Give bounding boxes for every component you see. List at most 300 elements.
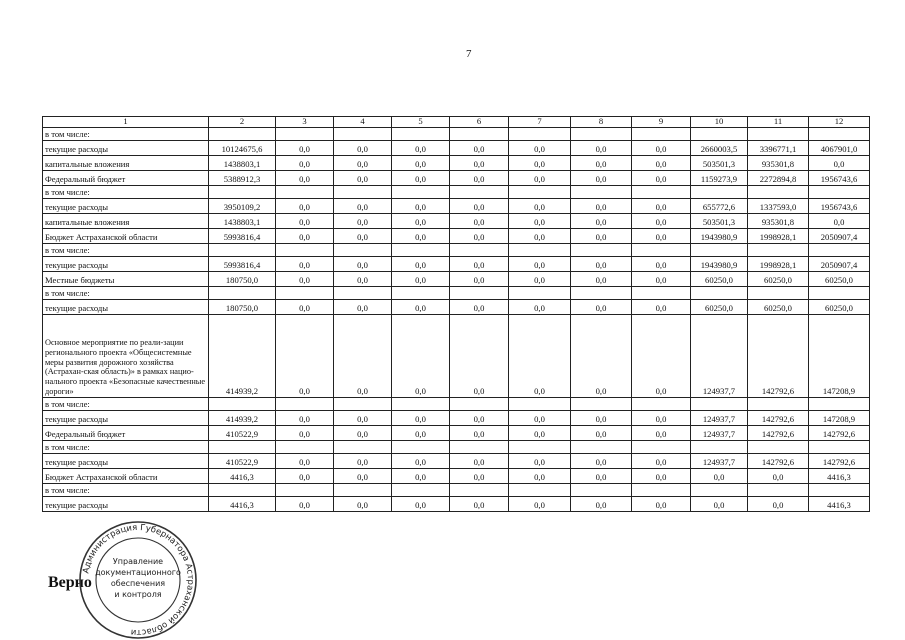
row-label: в том числе: <box>43 286 209 299</box>
cell-value: 0,0 <box>509 299 571 314</box>
cell-value: 0,0 <box>392 299 450 314</box>
cell-value: 0,0 <box>509 453 571 468</box>
cell-value: 0,0 <box>571 228 632 243</box>
row-label: Федеральный бюджет <box>43 170 209 185</box>
cell-value <box>209 397 276 410</box>
cell-value <box>276 286 334 299</box>
cell-value: 0,0 <box>276 410 334 425</box>
cell-value: 0,0 <box>632 155 691 170</box>
cell-value: 0,0 <box>571 314 632 397</box>
cell-value: 0,0 <box>632 140 691 155</box>
cell-value <box>392 185 450 198</box>
cell-value <box>809 286 870 299</box>
cell-value <box>276 440 334 453</box>
cell-value: 1998928,1 <box>748 228 809 243</box>
cell-value: 1956743,6 <box>809 198 870 213</box>
official-stamp <box>78 520 198 640</box>
table-row <box>43 213 870 228</box>
row-label: текущие расходы <box>43 140 209 155</box>
cell-value <box>571 286 632 299</box>
cell-value: 0,0 <box>632 198 691 213</box>
row-label: в том числе: <box>43 483 209 496</box>
cell-value <box>748 483 809 496</box>
cell-value: 0,0 <box>392 140 450 155</box>
cell-value: 60250,0 <box>809 299 870 314</box>
stamp-line: обеспечения <box>110 579 166 588</box>
cell-value <box>748 440 809 453</box>
cell-value <box>691 185 748 198</box>
cell-value: 0,0 <box>632 213 691 228</box>
cell-value: 0,0 <box>450 228 509 243</box>
cell-value: 0,0 <box>509 170 571 185</box>
cell-value: 0,0 <box>509 271 571 286</box>
column-header: 2 <box>209 117 276 128</box>
cell-value: 0,0 <box>571 213 632 228</box>
cell-value <box>632 286 691 299</box>
cell-value: 142792,6 <box>748 453 809 468</box>
cell-value: 0,0 <box>809 213 870 228</box>
cell-value: 0,0 <box>632 228 691 243</box>
cell-value <box>632 440 691 453</box>
row-label: в том числе: <box>43 243 209 256</box>
cell-value <box>209 483 276 496</box>
cell-value <box>809 127 870 140</box>
cell-value <box>809 185 870 198</box>
cell-value: 5388912,3 <box>209 170 276 185</box>
cell-value: 0,0 <box>450 468 509 483</box>
cell-value: 1943980,9 <box>691 228 748 243</box>
cell-value: 180750,0 <box>209 299 276 314</box>
cell-value <box>571 440 632 453</box>
cell-value: 60250,0 <box>691 271 748 286</box>
cell-value <box>509 286 571 299</box>
row-label: текущие расходы <box>43 198 209 213</box>
row-label: капитальные вложения <box>43 213 209 228</box>
cell-value: 0,0 <box>450 453 509 468</box>
cell-value: 414939,2 <box>209 410 276 425</box>
cell-value <box>632 397 691 410</box>
cell-value: 0,0 <box>276 155 334 170</box>
budget-table <box>42 116 870 512</box>
cell-value: 0,0 <box>392 155 450 170</box>
cell-value <box>691 483 748 496</box>
cell-value <box>632 483 691 496</box>
row-label: текущие расходы <box>43 256 209 271</box>
cell-value: 0,0 <box>450 410 509 425</box>
cell-value: 2660003,5 <box>691 140 748 155</box>
cell-value: 60250,0 <box>748 299 809 314</box>
cell-value <box>509 185 571 198</box>
row-label: в том числе: <box>43 440 209 453</box>
table-row <box>43 483 870 496</box>
cell-value: 5993816,4 <box>209 228 276 243</box>
cell-value <box>748 286 809 299</box>
row-label: текущие расходы <box>43 410 209 425</box>
cell-value: 0,0 <box>571 425 632 440</box>
table-row <box>43 228 870 243</box>
cell-value <box>509 440 571 453</box>
cell-value <box>450 440 509 453</box>
cell-value: 935301,8 <box>748 155 809 170</box>
cell-value: 0,0 <box>632 271 691 286</box>
cell-value: 0,0 <box>334 468 392 483</box>
cell-value: 0,0 <box>509 468 571 483</box>
row-label: в том числе: <box>43 185 209 198</box>
cell-value: 0,0 <box>450 496 509 511</box>
cell-value <box>571 127 632 140</box>
cell-value <box>748 127 809 140</box>
cell-value: 124937,7 <box>691 453 748 468</box>
row-label: текущие расходы <box>43 496 209 511</box>
cell-value: 0,0 <box>392 228 450 243</box>
column-header: 7 <box>509 117 571 128</box>
cell-value <box>392 243 450 256</box>
table-row <box>43 243 870 256</box>
cell-value <box>334 483 392 496</box>
cell-value <box>748 185 809 198</box>
cell-value: 1337593,0 <box>748 198 809 213</box>
table-row <box>43 496 870 511</box>
cell-value: 147208,9 <box>809 314 870 397</box>
cell-value <box>809 483 870 496</box>
table-row <box>43 314 870 397</box>
column-header: 9 <box>632 117 691 128</box>
cell-value: 0,0 <box>334 271 392 286</box>
cell-value <box>209 286 276 299</box>
cell-value: 0,0 <box>748 468 809 483</box>
cell-value: 0,0 <box>334 140 392 155</box>
cell-value: 0,0 <box>276 453 334 468</box>
column-header: 12 <box>809 117 870 128</box>
cell-value: 1438803,1 <box>209 213 276 228</box>
stamp-line: и контроля <box>114 590 162 599</box>
cell-value: 410522,9 <box>209 425 276 440</box>
row-label: Бюджет Астраханской области <box>43 468 209 483</box>
page-number: 7 <box>466 48 472 60</box>
column-header: 3 <box>276 117 334 128</box>
cell-value: 0,0 <box>276 468 334 483</box>
table-row <box>43 468 870 483</box>
table-row <box>43 397 870 410</box>
cell-value <box>809 440 870 453</box>
cell-value: 0,0 <box>392 425 450 440</box>
column-header: 6 <box>450 117 509 128</box>
cell-value <box>209 243 276 256</box>
cell-value: 0,0 <box>276 228 334 243</box>
cell-value: 0,0 <box>392 256 450 271</box>
cell-value: 0,0 <box>450 213 509 228</box>
cell-value: 0,0 <box>748 496 809 511</box>
cell-value: 2050907,4 <box>809 228 870 243</box>
cell-value: 0,0 <box>276 213 334 228</box>
cell-value <box>450 397 509 410</box>
cell-value: 0,0 <box>571 256 632 271</box>
cell-value <box>809 243 870 256</box>
cell-value: 0,0 <box>509 425 571 440</box>
cell-value: 60250,0 <box>809 271 870 286</box>
cell-value: 0,0 <box>571 155 632 170</box>
cell-value: 142792,6 <box>809 453 870 468</box>
cell-value: 124937,7 <box>691 425 748 440</box>
cell-value: 1956743,6 <box>809 170 870 185</box>
cell-value: 0,0 <box>571 410 632 425</box>
table-row <box>43 410 870 425</box>
cell-value: 124937,7 <box>691 410 748 425</box>
cell-value: 0,0 <box>450 198 509 213</box>
cell-value: 503501,3 <box>691 213 748 228</box>
cell-value: 0,0 <box>392 410 450 425</box>
row-label: Бюджет Астраханской области <box>43 228 209 243</box>
cell-value: 0,0 <box>571 140 632 155</box>
cell-value: 4416,3 <box>809 468 870 483</box>
cell-value: 0,0 <box>276 299 334 314</box>
table-row <box>43 299 870 314</box>
cell-value: 0,0 <box>392 453 450 468</box>
cell-value: 3396771,1 <box>748 140 809 155</box>
cell-value: 0,0 <box>276 314 334 397</box>
cell-value <box>748 243 809 256</box>
cell-value: 0,0 <box>276 271 334 286</box>
row-label: в том числе: <box>43 127 209 140</box>
table-row <box>43 271 870 286</box>
cell-value: 142792,6 <box>748 425 809 440</box>
cell-value <box>392 397 450 410</box>
cell-value <box>209 440 276 453</box>
row-label: Местные бюджеты <box>43 271 209 286</box>
cell-value: 0,0 <box>509 213 571 228</box>
cell-value <box>571 483 632 496</box>
cell-value: 0,0 <box>571 496 632 511</box>
cell-value <box>809 397 870 410</box>
cell-value <box>276 185 334 198</box>
cell-value: 0,0 <box>392 213 450 228</box>
cell-value: 935301,8 <box>748 213 809 228</box>
cell-value: 1438803,1 <box>209 155 276 170</box>
cell-value: 0,0 <box>276 425 334 440</box>
cell-value: 0,0 <box>334 425 392 440</box>
cell-value <box>334 440 392 453</box>
table-row <box>43 185 870 198</box>
column-header: 11 <box>748 117 809 128</box>
cell-value: 0,0 <box>392 271 450 286</box>
cell-value: 0,0 <box>450 140 509 155</box>
cell-value: 0,0 <box>571 468 632 483</box>
column-header: 5 <box>392 117 450 128</box>
cell-value: 0,0 <box>571 299 632 314</box>
table-row <box>43 170 870 185</box>
verno-signature: Верно <box>48 574 92 591</box>
cell-value: 503501,3 <box>691 155 748 170</box>
cell-value: 0,0 <box>334 314 392 397</box>
cell-value: 0,0 <box>632 170 691 185</box>
cell-value: 4416,3 <box>209 468 276 483</box>
cell-value <box>450 483 509 496</box>
row-label: в том числе: <box>43 397 209 410</box>
cell-value: 0,0 <box>571 271 632 286</box>
cell-value: 147208,9 <box>809 410 870 425</box>
cell-value: 0,0 <box>392 468 450 483</box>
cell-value <box>632 185 691 198</box>
cell-value: 0,0 <box>392 170 450 185</box>
cell-value <box>691 286 748 299</box>
cell-value <box>334 286 392 299</box>
cell-value: 4416,3 <box>209 496 276 511</box>
cell-value <box>691 243 748 256</box>
cell-value: 0,0 <box>392 314 450 397</box>
cell-value <box>450 243 509 256</box>
cell-value: 0,0 <box>450 155 509 170</box>
cell-value: 0,0 <box>334 496 392 511</box>
cell-value <box>632 243 691 256</box>
cell-value: 0,0 <box>691 468 748 483</box>
cell-value: 142792,6 <box>748 314 809 397</box>
table-row <box>43 256 870 271</box>
cell-value: 0,0 <box>632 299 691 314</box>
cell-value: 0,0 <box>632 425 691 440</box>
stamp-line: документационного <box>95 568 181 577</box>
cell-value: 0,0 <box>276 170 334 185</box>
cell-value: 2050907,4 <box>809 256 870 271</box>
cell-value: 0,0 <box>392 198 450 213</box>
cell-value: 0,0 <box>450 256 509 271</box>
cell-value: 0,0 <box>334 410 392 425</box>
cell-value <box>691 440 748 453</box>
table-row <box>43 440 870 453</box>
cell-value <box>392 127 450 140</box>
cell-value: 0,0 <box>691 496 748 511</box>
cell-value: 180750,0 <box>209 271 276 286</box>
cell-value: 5993816,4 <box>209 256 276 271</box>
cell-value <box>334 243 392 256</box>
cell-value <box>392 286 450 299</box>
cell-value <box>450 286 509 299</box>
cell-value: 0,0 <box>334 299 392 314</box>
cell-value: 0,0 <box>509 256 571 271</box>
cell-value: 4067901,0 <box>809 140 870 155</box>
cell-value: 0,0 <box>276 198 334 213</box>
cell-value: 0,0 <box>450 299 509 314</box>
cell-value <box>691 127 748 140</box>
stamp-ring-label: Администрация Губернатора Астраханской области <box>81 522 196 638</box>
cell-value: 1998928,1 <box>748 256 809 271</box>
cell-value: 0,0 <box>334 453 392 468</box>
table-row <box>43 155 870 170</box>
cell-value <box>691 397 748 410</box>
cell-value: 0,0 <box>276 256 334 271</box>
cell-value: 0,0 <box>334 155 392 170</box>
column-header-row <box>43 117 870 128</box>
table-row <box>43 198 870 213</box>
cell-value <box>509 243 571 256</box>
cell-value: 0,0 <box>276 496 334 511</box>
cell-value: 410522,9 <box>209 453 276 468</box>
cell-value: 0,0 <box>450 314 509 397</box>
cell-value: 60250,0 <box>691 299 748 314</box>
cell-value: 0,0 <box>632 410 691 425</box>
cell-value <box>334 127 392 140</box>
table-row <box>43 140 870 155</box>
cell-value: 4416,3 <box>809 496 870 511</box>
cell-value: 0,0 <box>334 198 392 213</box>
cell-value <box>571 397 632 410</box>
cell-value: 414939,2 <box>209 314 276 397</box>
row-label: Федеральный бюджет <box>43 425 209 440</box>
cell-value: 0,0 <box>450 271 509 286</box>
cell-value <box>276 483 334 496</box>
cell-value: 0,0 <box>632 468 691 483</box>
cell-value: 3950109,2 <box>209 198 276 213</box>
cell-value <box>276 243 334 256</box>
cell-value <box>209 127 276 140</box>
cell-value <box>334 185 392 198</box>
cell-value: 0,0 <box>632 314 691 397</box>
cell-value: 0,0 <box>509 140 571 155</box>
cell-value: 0,0 <box>334 170 392 185</box>
cell-value <box>450 185 509 198</box>
cell-value <box>276 397 334 410</box>
cell-value: 0,0 <box>509 496 571 511</box>
cell-value: 1943980,9 <box>691 256 748 271</box>
cell-value <box>509 483 571 496</box>
cell-value: 0,0 <box>509 410 571 425</box>
cell-value <box>509 127 571 140</box>
cell-value <box>632 127 691 140</box>
cell-value: 142792,6 <box>809 425 870 440</box>
row-label: текущие расходы <box>43 299 209 314</box>
cell-value <box>392 440 450 453</box>
cell-value: 0,0 <box>509 314 571 397</box>
cell-value: 0,0 <box>334 213 392 228</box>
column-header: 1 <box>43 117 209 128</box>
cell-value: 142792,6 <box>748 410 809 425</box>
cell-value: 0,0 <box>450 170 509 185</box>
cell-value: 0,0 <box>392 496 450 511</box>
cell-value: 655772,6 <box>691 198 748 213</box>
cell-value <box>571 243 632 256</box>
cell-value: 0,0 <box>509 155 571 170</box>
cell-value: 0,0 <box>632 453 691 468</box>
cell-value: 1159273,9 <box>691 170 748 185</box>
cell-value: 0,0 <box>632 496 691 511</box>
cell-value <box>571 185 632 198</box>
row-label: текущие расходы <box>43 453 209 468</box>
cell-value: 0,0 <box>450 425 509 440</box>
cell-value: 0,0 <box>509 228 571 243</box>
row-label: Основное мероприятие по реали-зации регионального проекта «Общесистемные меры развития дорожного хозяйства (Астрахан-ская область)» в рамках нацио-нального проекта «Безопасные качественные дороги» <box>43 314 209 397</box>
cell-value <box>276 127 334 140</box>
column-header: 4 <box>334 117 392 128</box>
stamp-line: Управление <box>112 557 164 566</box>
cell-value: 0,0 <box>571 170 632 185</box>
table-row <box>43 425 870 440</box>
cell-value: 0,0 <box>334 256 392 271</box>
table-row <box>43 127 870 140</box>
cell-value: 0,0 <box>571 198 632 213</box>
cell-value <box>748 397 809 410</box>
cell-value: 0,0 <box>509 198 571 213</box>
cell-value: 0,0 <box>276 140 334 155</box>
cell-value: 124937,7 <box>691 314 748 397</box>
cell-value: 0,0 <box>571 453 632 468</box>
cell-value: 2272894,8 <box>748 170 809 185</box>
table-row <box>43 453 870 468</box>
cell-value <box>334 397 392 410</box>
cell-value: 60250,0 <box>748 271 809 286</box>
column-header: 10 <box>691 117 748 128</box>
cell-value <box>209 185 276 198</box>
cell-value: 0,0 <box>632 256 691 271</box>
cell-value: 10124675,6 <box>209 140 276 155</box>
